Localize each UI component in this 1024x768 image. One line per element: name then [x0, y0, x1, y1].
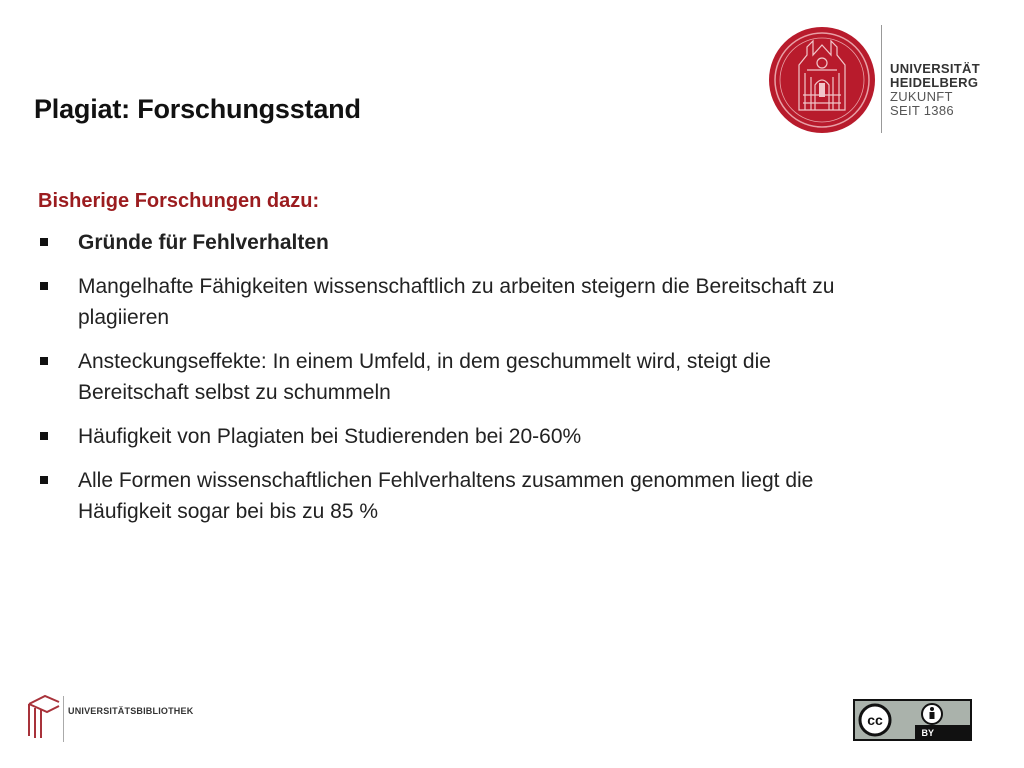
bullet-list — [38, 227, 878, 527]
square-bullet-icon — [40, 238, 48, 246]
university-seal-logo — [767, 25, 877, 135]
section-subheading: Bisherige Forschungen dazu: — [38, 190, 320, 212]
logo-divider — [881, 25, 882, 133]
bullet-item — [38, 271, 878, 333]
wordmark-line-4: SEIT 1386 — [890, 103, 954, 118]
square-bullet-icon — [40, 282, 48, 290]
square-bullet-icon — [40, 432, 48, 440]
square-bullet-icon — [40, 357, 48, 365]
creative-commons-license-badge — [853, 699, 972, 741]
bullet-text: Mangelhafte Fähigkeiten wissenschaftlich zu arbeiten steigern die Bereitschaft zu plagiieren — [78, 275, 835, 329]
bullet-item — [38, 421, 878, 452]
license-by-label: BY — [921, 728, 934, 738]
library-logo-divider — [63, 696, 64, 742]
bullet-item — [38, 227, 878, 258]
bullet-text: Gründe für Fehlverhalten — [78, 231, 329, 254]
library-logo-icon — [25, 692, 65, 742]
slide-title: Plagiat: Forschungsstand — [34, 94, 361, 124]
wordmark-line-3: ZUKUNFT — [890, 89, 953, 104]
bullet-item — [38, 465, 878, 527]
svg-text:cc: cc — [867, 712, 883, 728]
bullet-text: Alle Formen wissenschaftlichen Fehlverhaltens zusammen genommen liegt die Häufigkeit sogar bei bis zu 85 % — [78, 469, 814, 523]
university-wordmark — [890, 62, 980, 118]
slide-body — [38, 190, 878, 540]
library-label: UNIVERSITÄTSBIBLIOTHEK — [68, 706, 194, 716]
bullet-text: Ansteckungseffekte: In einem Umfeld, in dem geschummelt wird, steigt die Bereitschaft selbst zu schummeln — [78, 350, 771, 404]
square-bullet-icon — [40, 476, 48, 484]
bullet-item — [38, 346, 878, 408]
wordmark-line-1: UNIVERSITÄT — [890, 61, 980, 76]
wordmark-line-2: HEIDELBERG — [890, 75, 979, 90]
bullet-text: Häufigkeit von Plagiaten bei Studierenden bei 20-60% — [78, 425, 582, 448]
